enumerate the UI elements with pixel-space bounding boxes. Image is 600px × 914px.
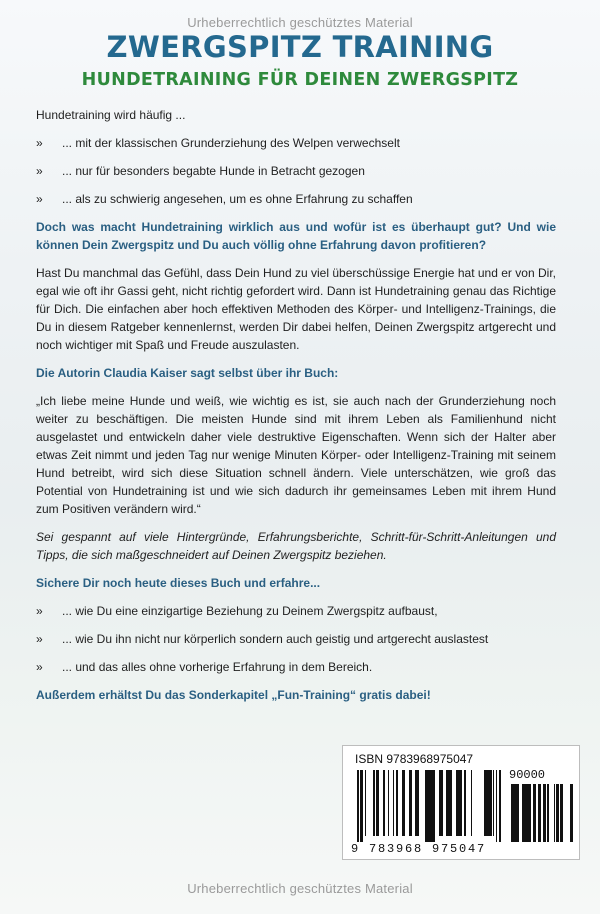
barcode-bar	[484, 770, 485, 836]
barcode-bar	[529, 784, 531, 842]
barcode-bar	[512, 784, 514, 842]
barcode-bar	[487, 770, 489, 836]
barcode-bar	[527, 784, 529, 842]
barcode-bar	[464, 770, 466, 836]
barcode-bar	[383, 770, 385, 836]
copyright-watermark-top: Urheberrechtlich geschütztes Material	[187, 15, 413, 30]
book-title: ZWERGSPITZ TRAINING	[106, 30, 494, 64]
barcode-bar	[451, 770, 452, 836]
barcode-bar	[556, 784, 559, 842]
ean-digits: 9 783968 975047	[351, 842, 487, 856]
bullet-mark: »	[36, 632, 43, 646]
barcode-bar	[426, 770, 429, 842]
barcode-bar	[432, 770, 435, 842]
barcode-bar	[538, 784, 541, 842]
barcode-bar	[533, 784, 536, 842]
barcode-bar	[570, 784, 573, 842]
bullet-text: ... nur für besonders begabte Hunde in Betracht gezogen	[62, 164, 365, 178]
bonus-line: Außerdem erhältst Du das Sonderkapitel „Fun-Training“ gratis dabei!	[36, 688, 431, 702]
barcode-bar	[449, 770, 451, 836]
barcode-bar	[397, 770, 398, 836]
barcode-bar	[562, 784, 563, 842]
barcode-bar	[560, 784, 561, 842]
barcode-bar	[493, 770, 494, 836]
blurb-text	[36, 106, 556, 704]
barcode-bar	[461, 770, 462, 836]
author-quote: „Ich liebe meine Hunde und weiß, wie wichtig es ist, sie auch nach der Grunderziehung noch weiter zu beschäftigen. Die meisten Hunde sind mit ihrem Leben als Familienhund nicht ausgelastet und entwickeln daher viele destruktive Eigenschaften. Wenn sich der Halter aber etwas Zeit nimmt und jeden Tag nur wenige Minuten Körper- oder Intelligenz-Training mit seinem Hund betreibt, wird sich diese Situation schnell ändern. Viele unterschätzen, wie groß das Potential von Hundetraining ist und wie sich dadurch ihr gemeinsames Leben mit ihrem Hund zum Positiven verändern wird.“	[36, 394, 556, 516]
barcode-bar	[456, 770, 459, 836]
isbn-label: ISBN 9783968975047	[355, 752, 474, 766]
barcode-bar	[496, 770, 497, 842]
list-item	[36, 134, 556, 152]
barcode-bar	[402, 770, 405, 836]
barcode-bar	[388, 770, 389, 836]
barcode-bar	[554, 784, 555, 842]
barcode-bar	[489, 770, 492, 836]
barcode-bar	[417, 770, 419, 836]
addon-code: 90000	[509, 768, 546, 782]
barcode-bar	[543, 784, 546, 842]
barcode-bar	[425, 770, 426, 842]
list-item	[36, 190, 556, 208]
list-item	[36, 162, 556, 180]
list-item	[36, 630, 556, 648]
barcode-bar	[447, 770, 449, 836]
bullet-mark: »	[36, 604, 43, 618]
copyright-watermark-bottom: Urheberrechtlich geschütztes Material	[187, 881, 413, 896]
barcode-bar	[365, 770, 366, 836]
author-heading: Die Autorin Claudia Kaiser sagt selbst über ihr Buch:	[36, 366, 339, 380]
barcode-bar	[357, 770, 359, 842]
bullet-mark: »	[36, 192, 43, 206]
list-item	[36, 602, 556, 620]
barcode-bar	[429, 770, 432, 842]
barcode-bar	[511, 784, 512, 842]
barcode-bar	[561, 784, 562, 842]
barcode-bar	[446, 770, 447, 836]
bullet-mark: »	[36, 136, 43, 150]
bullet-text: ... als zu schwierig angesehen, um es ohne Erfahrung zu schaffen	[62, 192, 413, 206]
book-subtitle: HUNDETRAINING FÜR DEINEN ZWERGSPITZ	[81, 70, 519, 90]
barcode-bar	[547, 784, 549, 842]
barcode-bar	[499, 770, 501, 842]
barcode-bar	[415, 770, 417, 836]
italic-teaser: Sei gespannt auf viele Hintergründe, Erfahrungsberichte, Schritt-für-Schritt-Anleitungen und Tipps, die sich maßgeschneidert auf Deinen Zwergspitz beziehen.	[36, 530, 556, 562]
barcode-bar	[524, 784, 527, 842]
list-item	[36, 658, 556, 676]
bullet-mark: »	[36, 164, 43, 178]
description-paragraph: Hast Du manchmal das Gefühl, dass Dein Hund zu viel überschüssige Energie hat und er von Dir, egal wie oft ihr Gassi geht, nicht richtig gefordert wird. Dann ist Hundetraining genau das Richtige für Dich. Die einfachen aber hoch effektiven Methoden des Körper- und Intelligenz-Trainings, die Du in diesem Ratgeber kennenlernst, werden Dir dabei helfen, Deinen Zwergspitz artgerecht und noch wichtiger mit Spaß und Freude auszulasten.	[36, 266, 556, 352]
intro-line: Hundetraining wird häufig ...	[36, 108, 186, 122]
barcode-bar	[517, 784, 519, 842]
barcode-bar	[362, 770, 363, 842]
call-to-action: Sichere Dir noch heute dieses Buch und erfahre...	[36, 576, 321, 590]
question-heading: Doch was macht Hundetraining wirklich aus und wofür ist es überhaupt gut? Und wie können Dein Zwergspitz und Du auch völlig ohne Erfahrung davon profitieren?	[36, 220, 556, 252]
bullet-text: ... und das alles ohne vorherige Erfahrung in dem Bereich.	[62, 660, 373, 674]
barcode-bar	[485, 770, 487, 836]
barcode-bar	[442, 770, 443, 836]
bullet-text: ... mit der klassischen Grunderziehung des Welpen verwechselt	[62, 136, 400, 150]
barcode-bar	[514, 784, 517, 842]
isbn-barcode	[342, 745, 580, 860]
barcode-bar	[409, 770, 412, 836]
barcode-bar	[373, 770, 375, 836]
bullet-text: ... wie Du ihn nicht nur körperlich sondern auch geistig und artgerecht auslastest	[62, 632, 489, 646]
bullet-text: ... wie Du eine einzigartige Beziehung zu Deinem Zwergspitz aufbaust,	[62, 604, 438, 618]
barcode-bar	[471, 770, 472, 836]
barcode-bar	[360, 770, 362, 842]
barcode-bar	[459, 770, 461, 836]
barcode-bar	[439, 770, 442, 836]
barcode-bar	[393, 770, 394, 836]
bullet-mark: »	[36, 660, 43, 674]
barcode-bar	[396, 770, 397, 836]
barcode-bar	[522, 784, 524, 842]
barcode-bar	[376, 770, 379, 836]
